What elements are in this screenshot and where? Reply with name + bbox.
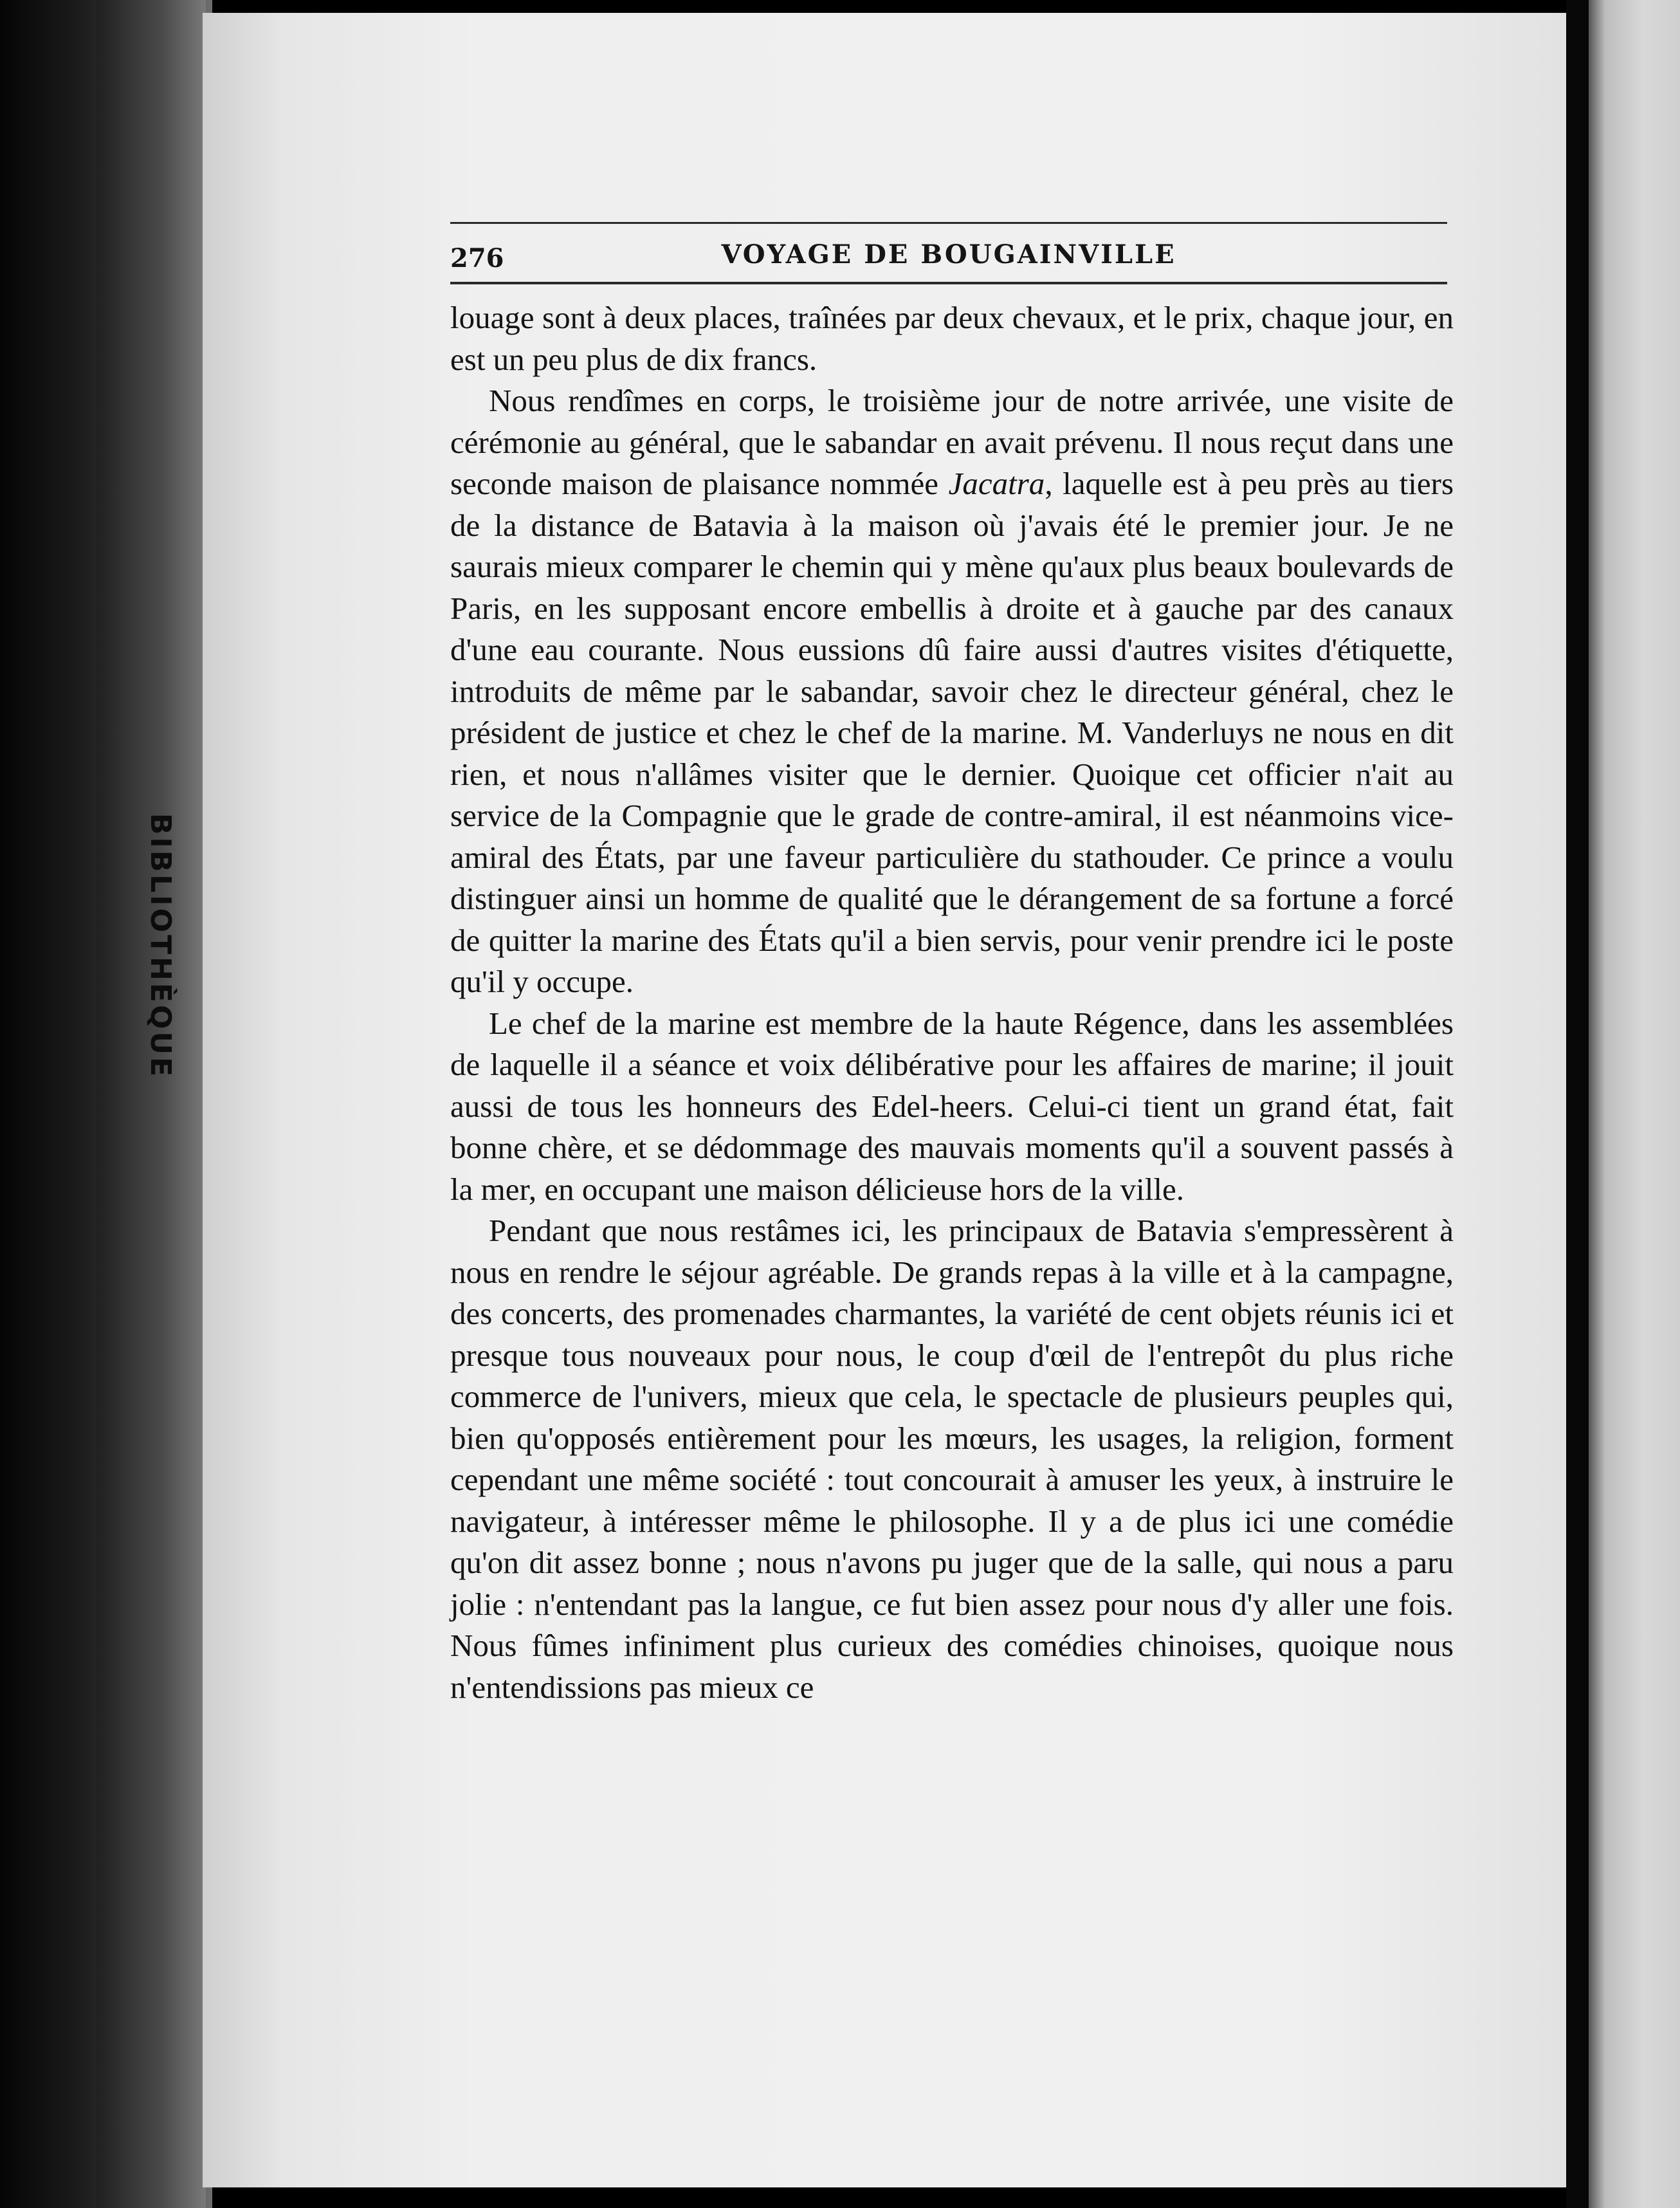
paragraph-3: Le chef de la marine est membre de la haute Régence, dans les assemblées de laquelle il a séance et voix délibérative pour les affaires de marine; il jouit aussi de tous les honneurs des Edel-heers. Celui-ci tient un grand état, fait bonne chère, et se dédommage des mauvais moments qu'il a souvent passés à la mer, en occupant une maison délicieuse hors de la ville. — [450, 1005, 1454, 1207]
header-rule-top — [450, 222, 1447, 224]
page-gutter — [1566, 0, 1592, 2208]
paragraph-2-italic: Jacatra — [948, 466, 1045, 501]
book-binding-edge — [96, 0, 206, 2208]
running-title: VOYAGE DE BOUGAINVILLE — [721, 239, 1176, 270]
header-rule-bottom — [450, 282, 1447, 284]
page-number: 276 — [450, 243, 504, 273]
body-text — [450, 297, 1454, 1708]
paragraph-1: louage sont à deux places, traînées par deux chevaux, et le prix, chaque jour, en est un peu plus de dix francs. — [450, 300, 1454, 377]
spine-label-text: BIBLIOTHÈQUE — [144, 813, 178, 1079]
adjacent-page-edge — [1589, 0, 1680, 2208]
paragraph-2 — [450, 380, 1454, 1003]
paragraph-2-start: Nous rendîmes en corps, le troisième jour de notre arrivée, une visite de cérémonie au général, que le sabandar en avait prévenu. Il nous reçut dans une seconde maison de plaisance nommée — [450, 383, 1454, 501]
paragraph-2-end: , laquelle est à peu près au tiers de la distance de Batavia à la maison où j'avais été le premier jour. Je ne saurais mieux comparer le chemin qui y mène qu'aux plus beaux boulevards de Paris, en les supposant encore embellis à droite et à gauche par des canaux d'une eau courante. Nous eussions dû faire aussi d'autres visites d'étiquette, introduits de même par le sabandar, savoir chez le directeur général, chez le président de justice et chez le chef de la marine. M. Vanderluys ne nous en dit rien, et nous n'allâmes visiter que le dernier. Quoique cet officier n'ait au service de la Compagnie que le grade de contre-amiral, il est néanmoins vice-amiral des États, par une faveur particulière du stathouder. Ce prince a voulu distinguer ainsi un homme de qualité que le dérangement de sa fortune a forcé de quitter la marine des États qu'il a bien servis, pour venir prendre ici le poste qu'il y occupe. — [450, 466, 1454, 999]
paragraph-4: Pendant que nous restâmes ici, les principaux de Batavia s'empressèrent à nous en rendre le séjour agréable. De grands repas à la ville et à la campagne, des concerts, des promenades charmantes, la variété de cent objets réunis ici et presque tous nouveaux pour nous, le coup d'œil de l'entrepôt du plus riche commerce de l'univers, mieux que cela, le spectacle de plusieurs peuples qui, bien qu'opposés entièrement pour les mœurs, les usages, la religion, forment cependant une même société : tout concourait à amuser les yeux, à instruire le navigateur, à intéresser même le philosophe. Il y a de plus ici une comédie qu'on dit assez bonne ; nous n'avons pu juger que de la salle, qui nous a paru jolie : n'entendant pas la langue, ce fut bien assez pour nous d'y aller une fois. Nous fûmes infiniment plus curieux des comédies chinoises, quoique nous n'entendissions pas mieux ce — [450, 1213, 1454, 1705]
library-spine-label — [132, 798, 190, 1094]
running-head — [450, 232, 1447, 277]
